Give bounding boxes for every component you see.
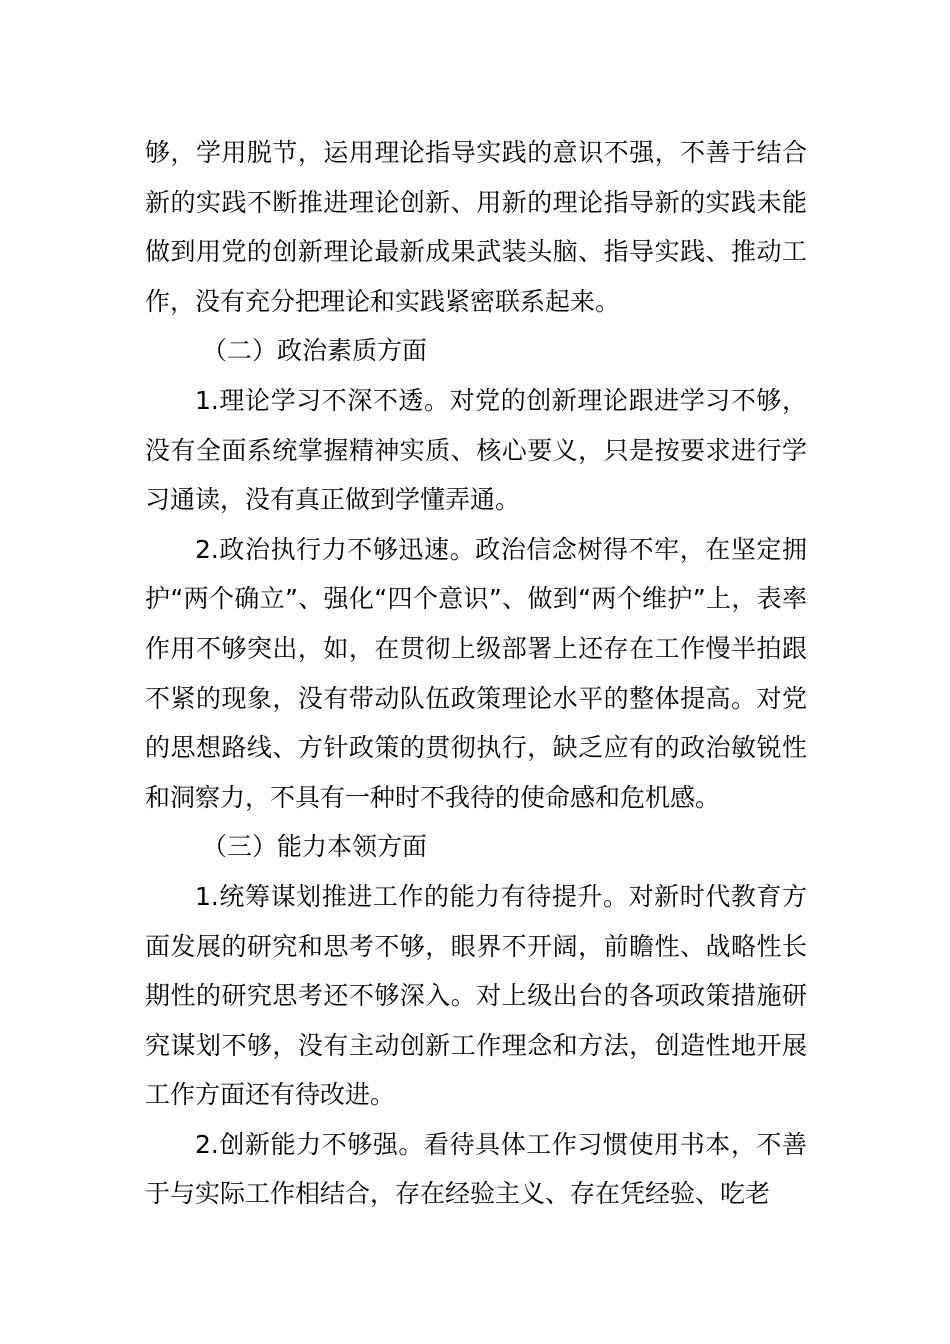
paragraph-political-execution: 2.政治执行力不够迅速。政治信念树得不牢，在坚定拥护“两个确立”、强化“四个意识”、做到“两个维护”上，表率作用不够突出，如，在贯彻上级部署上还存在工作慢半拍跟不紧的现象，没有带动队伍政策理论水平的整体提高。对党的思想路线、方针政策的贯彻执行，缺乏应有的政治敏锐性和洞察力，不具有一种时不我待的使命感和危机感。 [145,534,807,812]
paragraph-theory-study: 1.理论学习不深不透。对党的创新理论跟进学习不够，没有全面系统掌握精神实质、核心要义，只是按要求进行学习通读，没有真正做到学懂弄通。 [145,385,807,515]
section-heading-political-quality: （二）政治素质方面 [202,336,428,366]
document-body [145,128,807,1219]
paragraph-continued: 够，学用脱节，运用理论指导实践的意识不强，不善于结合新的实践不断推进理论创新、用新的理论指导新的实践未能做到用党的创新理论最新成果武装头脑、指导实践、推动工作，没有充分把理论和实践紧密联系起来。 [145,138,807,316]
section-heading-capability: （三）能力本领方面 [202,832,428,862]
paragraph-planning-ability: 1.统筹谋划推进工作的能力有待提升。对新时代教育方面发展的研究和思考不够，眼界不开阔，前瞻性、战略性长期性的研究思考还不够深入。对上级出台的各项政策措施研究谋划不够，没有主动创新工作理念和方法，创造性地开展工作方面还有待改进。 [145,881,807,1110]
paragraph-innovation-ability: 2.创新能力不够强。看待具体工作习惯使用书本，不善于与实际工作相结合，存在经验主义、存在凭经验、吃老 [145,1129,807,1209]
